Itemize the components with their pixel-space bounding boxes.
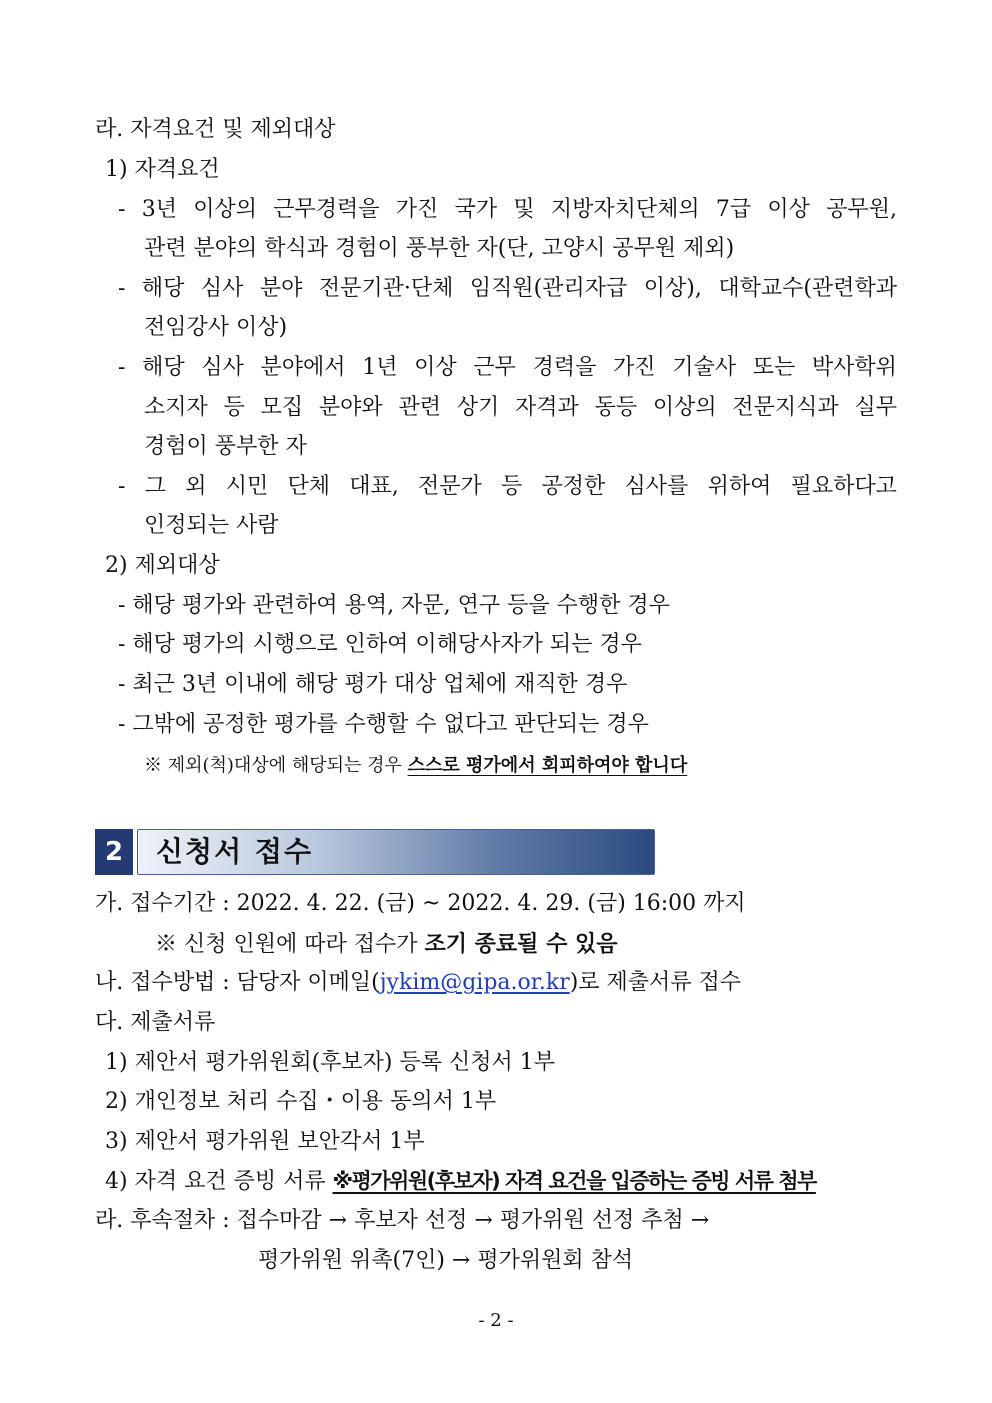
qualification-item-1-line2: 관련 분야의 학식과 경험이 풍부한 자(단, 고양시 공무원 제외) <box>144 236 735 261</box>
exclusion-title: 2) 제외대상 <box>105 553 220 578</box>
qualification-item-3-line1: - 해당 심사 분야에서 1년 이상 근무 경력을 가진 기술사 또는 박사학위 <box>118 355 897 380</box>
contact-email-link[interactable]: jykim@gipa.or.kr <box>379 970 570 995</box>
document-item-4 <box>105 1166 816 1197</box>
section-heading-qualification: 라. 자격요건 및 제외대상 <box>95 117 336 142</box>
period-note-bold: 조기 종료될 수 있음 <box>424 931 618 957</box>
application-period-note <box>155 929 618 960</box>
period-note-text: ※ 신청 인원에 따라 접수가 <box>155 932 425 957</box>
page-number: - 2 - <box>478 1310 514 1331</box>
exclusion-item-1: - 해당 평가와 관련하여 용역, 자문, 연구 등을 수행한 경우 <box>118 593 670 618</box>
documents-title: 다. 제출서류 <box>95 1010 216 1035</box>
qualification-item-3-line3: 경험이 풍부한 자 <box>144 434 307 459</box>
document-item-2: 2) 개인정보 처리 수집・이용 동의서 1부 <box>105 1089 497 1114</box>
qualification-item-4-line2: 인정되는 사람 <box>144 513 279 538</box>
application-period: 가. 접수기간 : 2022. 4. 22. (금) ~ 2022. 4. 29. (금) 16:00 까지 <box>95 891 746 916</box>
document-item-1: 1) 제안서 평가위원회(후보자) 등록 신청서 1부 <box>105 1050 555 1075</box>
section-number-badge: 2 <box>95 829 133 875</box>
exclusion-note <box>144 751 687 781</box>
exclusion-note-text: ※ 제외(척)대상에 해당되는 경우 <box>144 755 408 776</box>
exclusion-item-2: - 해당 평가의 시행으로 인하여 이해당사자가 되는 경우 <box>118 632 642 657</box>
document-item-4-emphasis: ※평가위원(후보자) 자격 요건을 입증하는 증빙 서류 첨부 <box>332 1169 816 1193</box>
section-title-bar <box>137 829 655 875</box>
procedure-line-2: 평가위원 위촉(7인) → 평가위원회 참석 <box>258 1248 634 1273</box>
exclusion-item-4: - 그밖에 공정한 평가를 수행할 수 없다고 판단되는 경우 <box>118 712 649 737</box>
exclusion-note-emphasis: 스스로 평가에서 회피하여야 합니다 <box>407 755 688 776</box>
section-title: 신청서 접수 <box>156 835 313 868</box>
qualification-item-3-line2: 소지자 등 모집 분야와 관련 상기 자격과 동등 이상의 전문지식과 실무 <box>144 395 897 420</box>
document-item-4-text: 4) 자격 요건 증빙 서류 <box>105 1169 333 1194</box>
qualification-title: 1) 자격요건 <box>105 157 220 182</box>
qualification-item-4-line1: - 그 외 시민 단체 대표, 전문가 등 공정한 심사를 위하여 필요하다고 <box>118 474 897 499</box>
qualification-item-2-line2: 전임강사 이상) <box>144 315 288 340</box>
method-prefix: 나. 접수방법 : 담당자 이메일( <box>95 970 380 995</box>
exclusion-item-3: - 최근 3년 이내에 해당 평가 대상 업체에 재직한 경우 <box>118 672 628 697</box>
document-item-3: 3) 제안서 평가위원 보안각서 1부 <box>105 1129 425 1154</box>
application-method <box>95 968 741 998</box>
qualification-item-2-line1: - 해당 심사 분야 전문기관·단체 임직원(관리자급 이상), 대학교수(관련학과 <box>118 276 897 301</box>
procedure-line-1: 라. 후속절차 : 접수마감 → 후보자 선정 → 평가위원 선정 추첨 → <box>95 1208 710 1233</box>
qualification-item-1-line1: - 3년 이상의 근무경력을 가진 국가 및 지방자치단체의 7급 이상 공무원, <box>118 197 897 222</box>
method-suffix: )로 제출서류 접수 <box>569 970 742 995</box>
